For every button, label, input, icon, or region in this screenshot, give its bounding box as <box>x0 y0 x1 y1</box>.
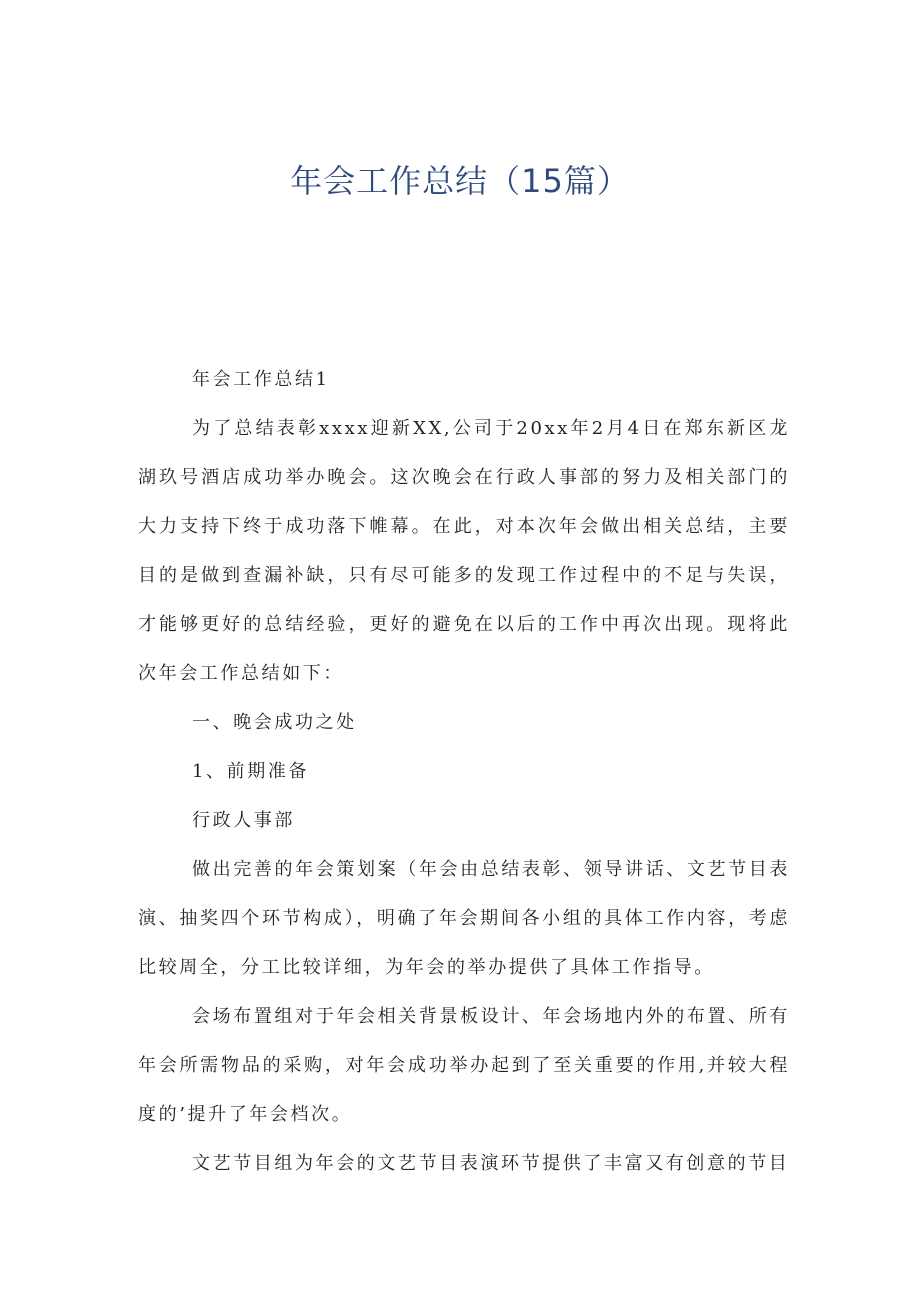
heading-preparation: 1、前期准备 <box>192 761 310 782</box>
paragraph-plan: 做出完善的年会策划案（年会由总结表彰、领导讲话、文艺节目表演、抽奖四个环节构成），明确了年会期间各小组的具体工作内容，考虑比较周全，分工比较详细，为年会的举办提供了具体工作指导。 <box>138 859 790 978</box>
document-title: 年会工作总结（15篇） <box>290 162 630 200</box>
document-body <box>138 355 790 1188</box>
paragraph-performance: 文艺节目组为年会的文艺节目表演环节提供了丰富又有创意的节目 <box>192 1153 790 1174</box>
paragraph-venue: 会场布置组对于年会相关背景板设计、年会场地内外的布置、所有年会所需物品的采购，对年会成功举办起到了至关重要的作用,并较大程度的’提升了年会档次。 <box>138 1006 790 1125</box>
section-heading: 年会工作总结1 <box>192 369 330 390</box>
heading-admin-dept: 行政人事部 <box>192 810 295 831</box>
paragraph-intro: 为了总结表彰xxxx迎新XX,公司于20xx年2月4日在郑东新区龙湖玖号酒店成功举办晚会。这次晚会在行政人事部的努力及相关部门的大力支持下终于成功落下帷幕。在此，对本次年会做出相关总结，主要目的是做到查漏补缺，只有尽可能多的发现工作过程中的不足与失误，才能够更好的总结经验，更好的避免在以后的工作中再次出现。现将此次年会工作总结如下： <box>138 418 790 684</box>
heading-success: 一、晚会成功之处 <box>192 712 357 733</box>
